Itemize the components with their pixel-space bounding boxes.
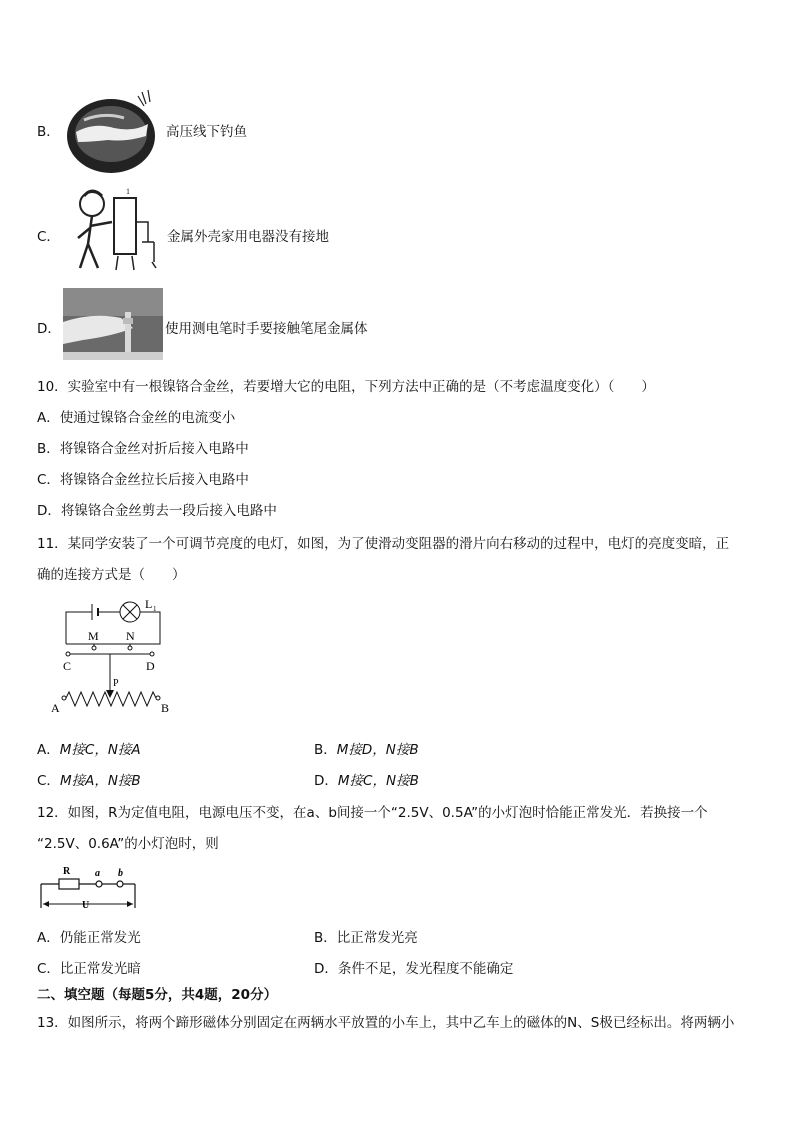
option-b: B．M接D，N接B [314, 742, 419, 758]
option-text: 使用测电笔时手要接触笔尾金属体 [165, 321, 368, 337]
fixed-resistor-circuit-diagram [38, 862, 138, 912]
option-a: A．仍能正常发光 [37, 930, 141, 946]
option-letter: C． [37, 229, 60, 245]
label-r: R [63, 866, 71, 877]
label-n: N [126, 629, 135, 643]
sliding-rheostat-circuit-diagram [48, 594, 188, 718]
option-c: C．将镍铬合金丝拉长后接入电路中 [37, 472, 249, 488]
label-a: A [51, 701, 60, 715]
question-stem-continued: “2.5V、0.6A”的小灯泡时，则 [37, 836, 219, 852]
option-b: B．将镍铬合金丝对折后接入电路中 [37, 441, 249, 457]
label-b: b [118, 868, 123, 879]
svg-text:1: 1 [126, 187, 130, 196]
label-a: a [95, 868, 100, 879]
option-text: 高压线下钓鱼 [166, 124, 247, 140]
question-13-stem: 13．如图所示，将两个蹄形磁体分别固定在两辆水平放置的小车上，其中乙车上的磁体的N、S极已经标出。将两辆小 [37, 1015, 735, 1031]
terminal-a [96, 881, 102, 887]
label-c: C [63, 659, 72, 673]
appliance-not-grounded-image [70, 182, 166, 274]
label-p: P [113, 678, 119, 689]
high-voltage-fishing-image [64, 84, 159, 176]
label-m: M [88, 629, 99, 643]
question-stem: 12．如图，R为定值电阻，电源电压不变，在a、b间接一个“2.5V、0.5A”的小灯泡时恰能正常发光．若换接一个 [37, 805, 708, 821]
lamp-label: L [145, 597, 153, 611]
terminal-b [117, 881, 123, 887]
question-stem-continued: 确的连接方式是（ ） [37, 567, 186, 583]
test-pen-hand-image [63, 288, 163, 360]
question-stem: 10．实验室中有一根镍铬合金丝，若要增大它的电阻，下列方法中正确的是（不考虑温度变化）（ ） [37, 379, 655, 395]
terminal-m [92, 646, 96, 650]
option-a: A．M接C，N接A [37, 742, 141, 758]
option-d: D．M接C，N接B [314, 773, 419, 789]
label-b: B [161, 701, 170, 715]
option-c: C．M接A，N接B [37, 773, 141, 789]
option-a: A．使通过镍铬合金丝的电流变小 [37, 410, 236, 426]
lamp-subscript: 1 [153, 605, 157, 613]
option-b: B．比正常发光亮 [314, 930, 418, 946]
terminal-c [66, 652, 70, 656]
option-c: C．比正常发光暗 [37, 961, 141, 977]
option-d: D．将镍铬合金丝剪去一段后接入电路中 [37, 503, 277, 519]
terminal-b [156, 696, 160, 700]
label-u: U [82, 900, 90, 911]
option-d: D．条件不足，发光程度不能确定 [314, 961, 514, 977]
terminal-n [128, 646, 132, 650]
question-stem: 11．某同学安装了一个可调节亮度的电灯，如图，为了使滑动变阻器的滑片向右移动的过程中，电灯的亮度变暗，正 [37, 536, 730, 552]
option-letter: B． [37, 124, 60, 140]
section-title: 二、填空题（每题5分，共4题，20分） [37, 987, 278, 1003]
option-text: 金属外壳家用电器没有接地 [167, 229, 329, 245]
label-d: D [146, 659, 155, 673]
option-letter: D． [37, 321, 61, 337]
terminal-d [150, 652, 154, 656]
resistor-icon [59, 879, 79, 889]
terminal-a [62, 696, 66, 700]
